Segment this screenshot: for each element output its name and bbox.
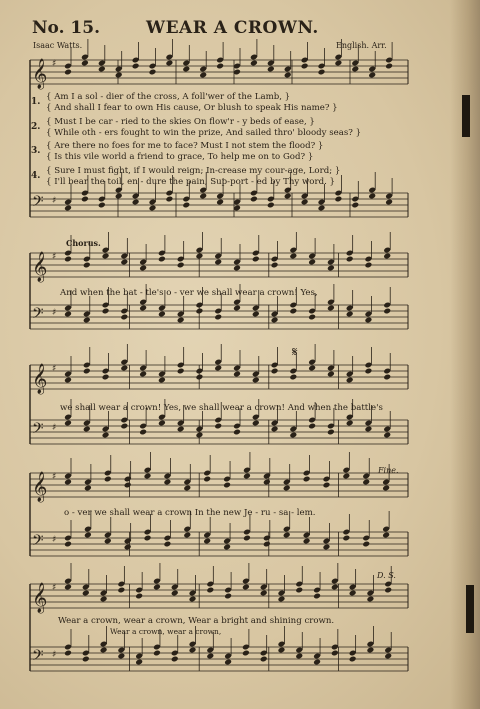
sharp-icon: ♯ — [52, 59, 57, 69]
verse-number: 1. — [31, 97, 41, 107]
sharp-icon: ♯ — [52, 364, 57, 374]
sharp-icon: ♯ — [52, 196, 57, 206]
note-head — [283, 485, 291, 492]
note-head — [83, 262, 91, 269]
note-head — [303, 476, 311, 483]
note-head — [135, 593, 143, 600]
note-head — [104, 538, 112, 545]
note-head — [171, 590, 179, 597]
torn-edge-mark — [462, 95, 470, 137]
note-head — [64, 479, 72, 486]
note-head — [313, 593, 321, 600]
note-head — [271, 317, 279, 324]
note-head — [158, 256, 166, 263]
note-head — [83, 368, 91, 375]
note-head — [308, 423, 316, 430]
note-head — [214, 423, 222, 430]
note-head — [199, 193, 207, 200]
note-head — [323, 544, 331, 551]
note-head — [149, 69, 157, 76]
bass-clef-icon: 𝄢 — [32, 193, 44, 214]
note-head — [203, 538, 211, 545]
note-head — [334, 60, 342, 67]
note-head — [242, 650, 250, 657]
note-head — [383, 374, 391, 381]
note-head — [132, 63, 140, 70]
coda-lyric-line: Wear a crown, wear a crown, Wear a bright and shining crown. — [58, 616, 335, 626]
note-head — [250, 60, 258, 67]
note-head — [278, 596, 286, 603]
note-head — [271, 426, 279, 433]
note-head — [64, 584, 72, 591]
note-head — [120, 314, 128, 321]
note-head — [206, 587, 214, 594]
note-head — [252, 311, 260, 318]
note-head — [104, 476, 112, 483]
note-head — [177, 317, 185, 324]
note-head — [64, 311, 72, 318]
ds-marker: D. S. — [377, 571, 396, 580]
note-head — [368, 72, 376, 79]
note-head — [98, 202, 106, 209]
note-head — [82, 590, 90, 597]
note-head — [153, 584, 161, 591]
note-head — [223, 482, 231, 489]
note-head — [349, 656, 357, 663]
note-head — [233, 305, 241, 312]
note-head — [289, 374, 297, 381]
note-head — [216, 199, 224, 206]
note-head — [334, 196, 342, 203]
note-head — [327, 265, 335, 272]
note-head — [158, 377, 166, 384]
note-head — [163, 479, 171, 486]
note-head — [327, 305, 335, 312]
note-head — [189, 596, 197, 603]
note-head — [81, 196, 89, 203]
note-head — [81, 60, 89, 67]
treble-clef-icon: 𝄞 — [32, 59, 48, 89]
note-head — [233, 371, 241, 378]
note-head — [64, 420, 72, 427]
note-head — [331, 650, 339, 657]
note-head — [182, 202, 190, 209]
note-head — [158, 311, 166, 318]
treble-clef-icon: 𝄞 — [32, 252, 48, 282]
segno-sign: 𝄋 — [292, 345, 298, 360]
note-head — [267, 66, 275, 73]
note-head — [115, 72, 123, 79]
hymn-number: No. 15. — [32, 18, 100, 38]
author-credit: Isaac Watts. — [33, 41, 83, 50]
sharp-icon: ♯ — [52, 535, 57, 545]
note-head — [385, 63, 393, 70]
note-head — [365, 262, 373, 269]
note-head — [346, 311, 354, 318]
verse-number: 2. — [31, 122, 41, 132]
verse-line: { Am I a sol - dier of the cross, A foll'wer of the Lamb, } — [46, 92, 291, 102]
note-head — [102, 374, 110, 381]
note-head — [117, 653, 125, 660]
note-head — [342, 535, 350, 542]
note-head — [117, 587, 125, 594]
note-head — [189, 647, 197, 654]
note-head — [163, 541, 171, 548]
note-head — [243, 473, 251, 480]
note-head — [144, 535, 152, 542]
treble-clef-icon: 𝄞 — [32, 472, 48, 502]
note-head — [183, 485, 191, 492]
note-head — [382, 532, 390, 539]
note-head — [177, 426, 185, 433]
note-head — [158, 420, 166, 427]
torn-edge-mark — [466, 585, 474, 633]
note-head — [64, 69, 72, 76]
note-head — [242, 584, 250, 591]
note-head — [366, 596, 374, 603]
note-head — [214, 365, 222, 372]
note-head — [327, 429, 335, 436]
note-head — [362, 479, 370, 486]
note-head — [165, 60, 173, 67]
note-head — [346, 420, 354, 427]
verse-line: { While oth - ers fought to win the prize, And sailed thro' bloody seas? } — [46, 128, 362, 138]
note-head — [284, 193, 292, 200]
note-head — [295, 587, 303, 594]
treble-clef-icon: 𝄞 — [32, 364, 48, 394]
note-head — [301, 63, 309, 70]
fine-marker: Fine. — [378, 466, 399, 475]
note-head — [346, 377, 354, 384]
verse-line: { Must I be car - ried to the skies On flow'r - y beds of ease, } — [46, 117, 315, 127]
chorus-lyric-line: we shall wear a crown! Yes, we shall wear a crown! And when the battle's — [60, 403, 383, 413]
note-head — [346, 256, 354, 263]
note-head — [303, 538, 311, 545]
note-head — [206, 653, 214, 660]
note-head — [267, 202, 275, 209]
arranger-credit: English. Arr. — [336, 41, 387, 50]
note-head — [171, 656, 179, 663]
verse-line: { I'll bear the toil, en - dure the pain, Sup-port - ed by Thy word. } — [46, 177, 336, 187]
note-head — [100, 647, 108, 654]
note-head — [139, 265, 147, 272]
note-head — [120, 423, 128, 430]
note-head — [144, 473, 152, 480]
note-head — [289, 432, 297, 439]
note-head — [252, 420, 260, 427]
note-head — [365, 317, 373, 324]
bass-clef-icon: 𝄢 — [32, 305, 44, 326]
note-head — [165, 196, 173, 203]
sharp-icon: ♯ — [52, 583, 57, 593]
hymn-title: WEAR A CROWN. — [146, 18, 319, 38]
note-head — [100, 596, 108, 603]
note-head — [177, 262, 185, 269]
note-head — [308, 259, 316, 266]
note-head — [64, 650, 72, 657]
note-head — [64, 205, 72, 212]
note-head — [115, 193, 123, 200]
note-head — [83, 317, 91, 324]
note-head — [382, 485, 390, 492]
note-head — [64, 256, 72, 263]
note-head — [383, 253, 391, 260]
note-head — [84, 532, 92, 539]
sharp-icon: ♯ — [52, 650, 57, 660]
note-head — [135, 659, 143, 666]
chorus-label: Chorus. — [66, 238, 101, 248]
note-head — [318, 69, 326, 76]
note-head — [362, 541, 370, 548]
note-head — [289, 253, 297, 260]
note-head — [263, 541, 271, 548]
note-head — [351, 66, 359, 73]
sharp-icon: ♯ — [52, 472, 57, 482]
treble-clef-icon: 𝄞 — [32, 583, 48, 613]
note-head — [289, 308, 297, 315]
note-head — [102, 308, 110, 315]
verse-line: { And shall I fear to own His cause, Or blush to speak His name? } — [46, 103, 338, 113]
sharp-icon: ♯ — [52, 308, 57, 318]
note-head — [260, 656, 268, 663]
note-head — [283, 532, 291, 539]
chorus-lyric-line: o - ver we shall wear a crown In the new Je - ru - sa - lem. — [64, 508, 316, 518]
note-head — [301, 199, 309, 206]
chorus-lyric-line: And when the bat - tle's o - ver we shall wear a crown! Yes, — [60, 288, 318, 298]
note-head — [177, 368, 185, 375]
sharp-icon: ♯ — [52, 423, 57, 433]
bass-clef-icon: 𝄢 — [32, 532, 44, 553]
note-head — [223, 544, 231, 551]
sharp-icon: ♯ — [52, 252, 57, 262]
note-head — [149, 205, 157, 212]
note-head — [323, 482, 331, 489]
note-head — [252, 256, 260, 263]
note-head — [327, 371, 335, 378]
note-head — [102, 432, 110, 439]
note-head — [83, 426, 91, 433]
note-head — [252, 377, 260, 384]
note-head — [271, 368, 279, 375]
note-head — [295, 653, 303, 660]
note-head — [214, 259, 222, 266]
note-head — [183, 532, 191, 539]
note-head — [102, 253, 110, 260]
note-head — [139, 371, 147, 378]
note-head — [368, 193, 376, 200]
note-head — [284, 72, 292, 79]
note-head — [318, 205, 326, 212]
note-head — [199, 72, 207, 79]
note-head — [313, 659, 321, 666]
note-head — [250, 196, 258, 203]
note-head — [203, 476, 211, 483]
bass-clef-icon: 𝄢 — [32, 647, 44, 668]
note-head — [243, 535, 251, 542]
bass-clef-icon: 𝄢 — [32, 420, 44, 441]
note-head — [349, 590, 357, 597]
note-head — [342, 473, 350, 480]
note-head — [351, 202, 359, 209]
note-head — [233, 265, 241, 272]
note-head — [120, 259, 128, 266]
note-head — [366, 647, 374, 654]
note-head — [308, 365, 316, 372]
note-head — [224, 659, 232, 666]
note-head — [383, 308, 391, 315]
note-head — [139, 429, 147, 436]
note-head — [64, 541, 72, 548]
verse-number: 3. — [31, 146, 41, 156]
note-head — [98, 66, 106, 73]
verse-line: { Sure I must fight, if I would reign; In-crease my cour-age, Lord; } — [46, 166, 341, 176]
note-head — [331, 584, 339, 591]
note-head — [384, 653, 392, 660]
note-head — [214, 314, 222, 321]
note-head — [365, 368, 373, 375]
note-head — [385, 199, 393, 206]
note-head — [216, 63, 224, 70]
note-head — [260, 590, 268, 597]
note-head — [182, 66, 190, 73]
note-head — [271, 262, 279, 269]
note-head — [84, 485, 92, 492]
note-head — [233, 429, 241, 436]
note-head — [82, 656, 90, 663]
note-head — [384, 587, 392, 594]
note-head — [263, 479, 271, 486]
note-head — [64, 377, 72, 384]
verse-line: { Is this vile world a friend to grace, To help me on to God? } — [46, 152, 314, 162]
note-head — [308, 314, 316, 321]
note-head — [224, 593, 232, 600]
note-head — [124, 544, 132, 551]
note-head — [153, 650, 161, 657]
note-head — [139, 305, 147, 312]
note-head — [383, 432, 391, 439]
verse-number: 4. — [31, 171, 41, 181]
note-head — [365, 426, 373, 433]
note-head — [120, 365, 128, 372]
note-head — [278, 647, 286, 654]
note-head — [132, 199, 140, 206]
note-head — [124, 482, 132, 489]
verse-line: { Are there no foes for me to face? Must I not stem the flood? } — [46, 141, 324, 151]
coda-lyric-line: Wear a crown, wear a crown, — [110, 627, 222, 636]
